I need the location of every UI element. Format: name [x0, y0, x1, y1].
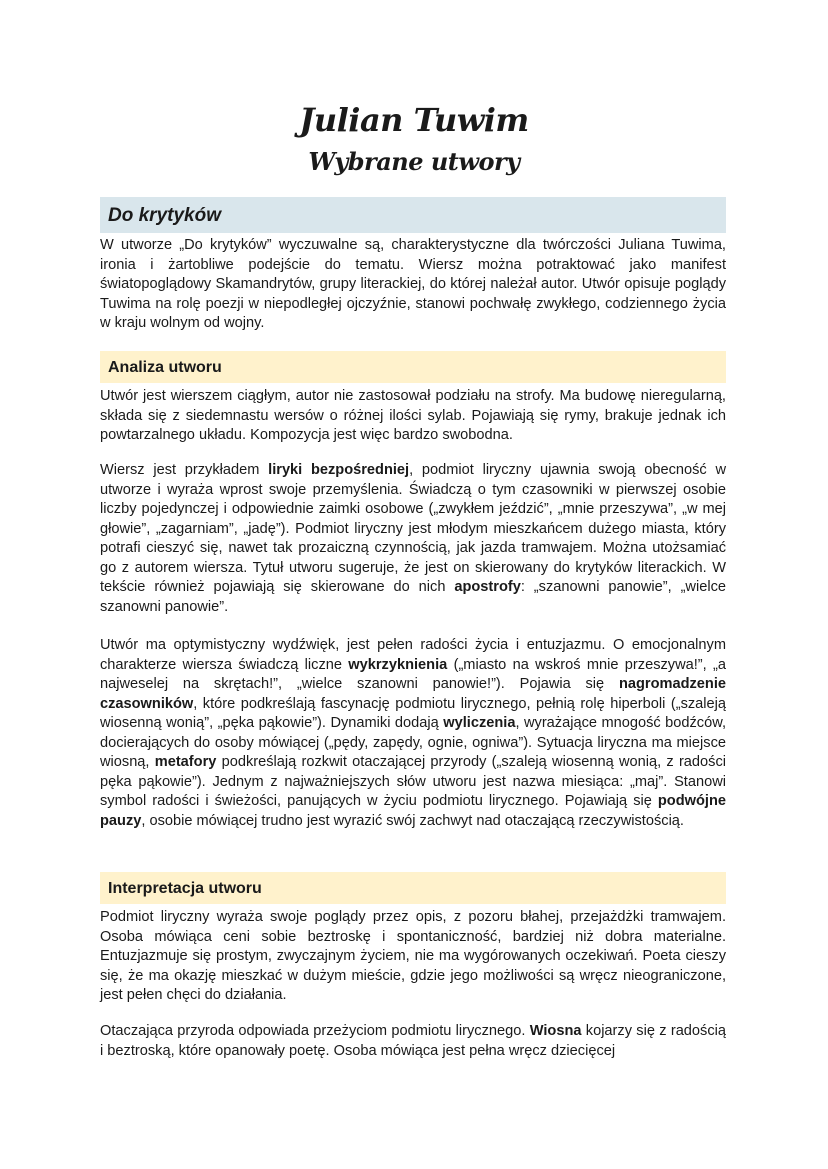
bold-term: podwójne pauzy: [100, 793, 726, 829]
text-run: , które podkreślają fascynację podmiotu lirycznego, pełnią rolę hiperboli („szaleją wiosenną wonią”, „pęka pąkowie”). Dynamiki dodają: [100, 695, 726, 731]
analysis-paragraph-2: [100, 461, 726, 617]
text-run: , podmiot liryczny ujawnia swoją obecność w utworze i wyraża wprost swoje przemyślenia. Świadczą o tym czasowniki w pierwszej osobie liczby pojedynczej i odpowiednie zaimki osobowe („zwykłem jeździć”, „mnie przeszywa”, „w mej głowie”, „zagarniam”, „jadę”). Podmiot liryczny jest młodym mieszkańcem dużego miasta, który potrafi cieszyć się, nawet tak prozaiczną czynnością, jak jazda tramwajem. Można utożsamiać go z autorem wiersza. Tytuł utworu sugeruje, że jest on skierowany do krytyków literackich. W tekście również pojawiają się skierowane do nich: [100, 462, 727, 595]
interpretation-paragraph-1: Podmiot liryczny wyraża swoje poglądy przez opis, z pozoru błahej, przejażdżki tramwajem. Osoba mówiąca ceni sobie beztroskę i spontaniczność, bardziej niż dobra materialne. Entuzjazmuje się prostym, zwyczajnym życiem, nie ma wygórowanych oczekiwań. Poeta cieszy się, że ma okazję mieszkać w dużym mieście, gdzie jego możliwości są wręcz nieograniczone, jest pełen chęci do działania.: [100, 909, 726, 1003]
section-heading-do-krytykow: Do krytyków: [100, 197, 726, 233]
text-run: Wiersz jest przykładem: [100, 462, 269, 478]
title-block: [0, 100, 828, 178]
text-run: kojarzy się z radością i beztroską, które opanowały poetę. Osoba mówiąca jest pełna wręcz dziecięcej: [100, 1023, 726, 1059]
bold-term: wykrzyknienia: [348, 656, 448, 673]
text-run: Utwór ma optymistyczny wydźwięk, jest pełen radości życia i entuzjazmu. O emocjonalnym charakterze wiersza świadczą liczne: [100, 637, 726, 673]
intro-paragraph: W utworze „Do krytyków” wyczuwalne są, charakterystyczne dla twórczości Juliana Tuwima, ironia i żartobliwe podejście do tematu. Wiersz można potraktować jako manifest światopoglądowy Skamandrytów, grupy literackiej, do której należał autor. Utwór opisuje poglądy Tuwima na rolę poezji w niepodległej ojczyźnie, stanowi pochwałę zwykłego, codziennego życia w kraju wolnym od wojny.: [100, 237, 726, 331]
text-run: , wyrażające mnogość bodźców, docierających do osoby mówiącej („pędy, zapędy, ognie, ogniwa”). Sytuacja liryczna ma miejsce wiosną,: [100, 715, 727, 770]
bold-term: liryki bezpośredniej: [268, 462, 410, 478]
bold-term: metafory: [154, 754, 217, 770]
text-run: , osobie mówiącej trudno jest wyrazić swój zachwyt nad otaczającą rzeczywistością.: [141, 812, 684, 829]
bold-term: apostrofy: [454, 579, 521, 595]
document-title: Julian Tuwim: [299, 101, 529, 139]
interpretation-paragraph-2: [100, 1022, 726, 1061]
section-heading-interpretacja: Interpretacja utworu: [100, 872, 726, 904]
text-run: Otaczająca przyroda odpowiada przeżyciom podmiotu lirycznego.: [100, 1023, 530, 1039]
analysis-paragraph-1: Utwór jest wierszem ciągłym, autor nie zastosował podziału na strofy. Ma budowę nieregularną, składa się z siedemnastu wersów o różnej ilości sylab. Pojawiają się rymy, brakuje jednak ich powtarzalnego układu. Kompozycja jest więc bardzo swobodna.: [100, 388, 726, 443]
bold-term: nagromadzenie czasowników: [100, 676, 726, 712]
text-run: podkreślają rozkwit otaczającej przyrody („szaleją wiosenną wonią, z radości pęka pąkowie”). Jednym z najważniejszych słów utworu jest nazwa miesiąca: „maj”. Stanowi symbol radości i świeżości, panujących w życiu podmiotu lirycznego. Pojawiają się: [100, 754, 726, 809]
analysis-paragraph-3: [100, 636, 726, 831]
bold-term: Wiosna: [529, 1023, 582, 1039]
text-run: : „szanowni panowie”, „wielce szanowni panowie”.: [100, 579, 726, 615]
document-subtitle: Wybrane utwory: [308, 147, 520, 176]
section-heading-analiza: Analiza utworu: [100, 351, 726, 383]
bold-term: wyliczenia: [443, 715, 516, 731]
text-run: („miasto na wskroś mnie przeszywa!”, „a najweselej na skrętach!”, „wielce szanowni panowie!”). Pojawia się: [100, 656, 726, 692]
